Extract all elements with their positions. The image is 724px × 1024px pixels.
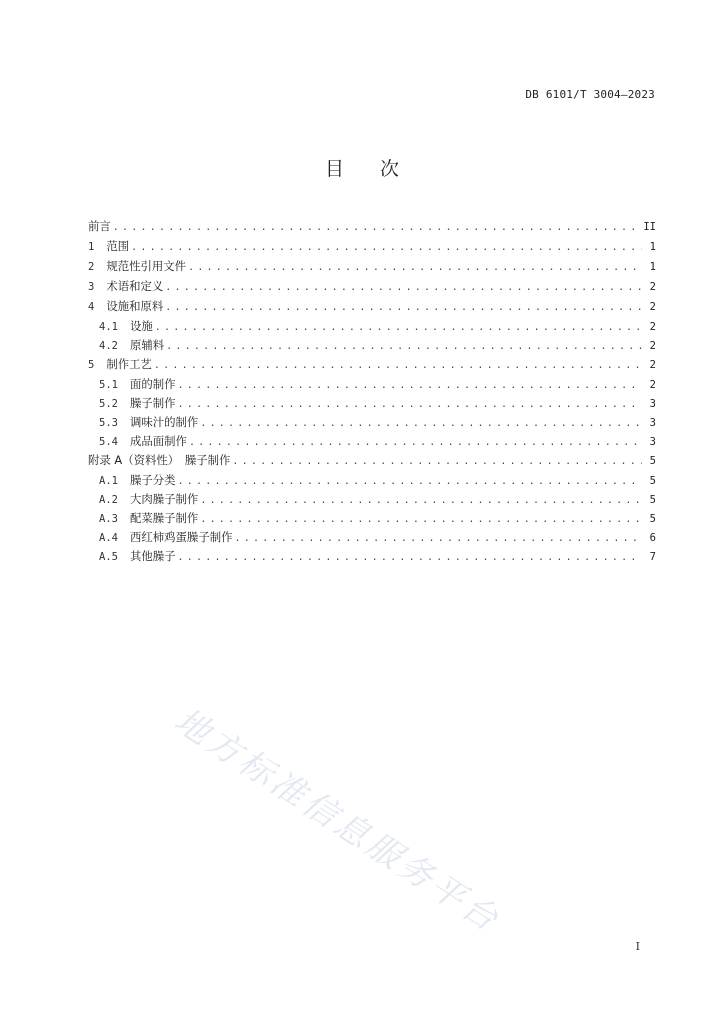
toc-entry[interactable] bbox=[88, 298, 656, 318]
toc-leader-dots bbox=[155, 322, 642, 333]
toc-entry[interactable] bbox=[88, 318, 656, 337]
toc-entry[interactable] bbox=[88, 258, 656, 278]
toc-leader-dots bbox=[200, 495, 642, 506]
document-code: DB 6101/T 3004—2023 bbox=[525, 88, 655, 101]
toc-entry-page: 1 bbox=[649, 261, 656, 273]
toc-entry[interactable] bbox=[88, 472, 656, 491]
toc-entry-number: 2 bbox=[88, 261, 95, 273]
toc-entry-number: A.2 bbox=[99, 494, 118, 506]
toc-entry[interactable] bbox=[88, 452, 656, 472]
toc-entry-page: 2 bbox=[649, 281, 656, 293]
toc-leader-dots bbox=[188, 262, 642, 273]
toc-entry-label: 前言 bbox=[88, 219, 111, 233]
toc-entry-number: A.3 bbox=[99, 513, 118, 525]
toc-leader-dots bbox=[154, 360, 642, 371]
toc-entry[interactable] bbox=[88, 510, 656, 529]
toc-entry-number: 5.2 bbox=[99, 398, 118, 410]
toc-entry-label: 范围 bbox=[106, 239, 130, 253]
toc-entry-number: 3 bbox=[88, 281, 95, 293]
toc-entry[interactable] bbox=[88, 433, 656, 452]
toc-entry-number: 4.2 bbox=[99, 340, 118, 352]
toc-title-left: 目 bbox=[324, 158, 344, 180]
toc-entry-number: 4.1 bbox=[99, 321, 118, 333]
toc-entry-page: 2 bbox=[649, 340, 656, 352]
toc-leader-dots bbox=[166, 341, 642, 352]
toc-entry[interactable] bbox=[88, 376, 656, 395]
table-of-contents bbox=[88, 218, 656, 567]
toc-entry[interactable] bbox=[88, 548, 656, 567]
toc-entry-page: 3 bbox=[649, 417, 656, 429]
toc-entry-page: 5 bbox=[649, 494, 656, 506]
toc-entry-label: 面的制作 bbox=[129, 377, 176, 391]
page-number: I bbox=[635, 940, 640, 953]
toc-entry-page: 5 bbox=[649, 475, 656, 487]
toc-leader-dots bbox=[189, 437, 642, 448]
toc-entry-page: 2 bbox=[649, 301, 656, 313]
toc-entry-number: 5.1 bbox=[99, 379, 118, 391]
toc-entry-label: 臊子制作 bbox=[129, 396, 176, 410]
toc-entry-label: 设施和原料 bbox=[106, 299, 164, 313]
toc-title bbox=[0, 154, 724, 181]
toc-entry[interactable] bbox=[88, 529, 656, 548]
toc-entry-page: 2 bbox=[649, 379, 656, 391]
toc-entry[interactable] bbox=[88, 337, 656, 356]
toc-entry-page: 5 bbox=[649, 513, 656, 525]
toc-entry-page: 2 bbox=[649, 321, 656, 333]
toc-entry[interactable] bbox=[88, 356, 656, 376]
toc-entry-label: 西红柿鸡蛋臊子制作 bbox=[129, 530, 233, 544]
toc-entry-label: 规范性引用文件 bbox=[106, 259, 187, 273]
toc-entry-label: 原辅料 bbox=[129, 338, 165, 352]
toc-leader-dots bbox=[232, 456, 642, 467]
toc-entry-number: 5.3 bbox=[99, 417, 118, 429]
toc-leader-dots bbox=[178, 399, 642, 410]
toc-entry-label: 大肉臊子制作 bbox=[129, 492, 199, 506]
toc-entry-label: 设施 bbox=[129, 319, 153, 333]
toc-entry-label: 其他臊子 bbox=[129, 549, 176, 563]
toc-leader-dots bbox=[178, 552, 642, 563]
toc-leader-dots bbox=[131, 242, 642, 253]
toc-leader-dots bbox=[178, 380, 642, 391]
toc-leader-dots bbox=[200, 514, 642, 525]
toc-leader-dots bbox=[200, 418, 642, 429]
toc-entry-label: 配菜臊子制作 bbox=[129, 511, 199, 525]
toc-leader-dots bbox=[113, 222, 640, 233]
toc-entry-page: 5 bbox=[649, 455, 656, 467]
toc-leader-dots bbox=[235, 533, 643, 544]
toc-entry-number: 5 bbox=[88, 359, 95, 371]
toc-leader-dots bbox=[165, 302, 642, 313]
toc-entry[interactable] bbox=[88, 218, 656, 238]
toc-entry-label: 调味汁的制作 bbox=[129, 415, 199, 429]
toc-entry-label: 制作工艺 bbox=[106, 357, 152, 371]
toc-entry[interactable] bbox=[88, 395, 656, 414]
toc-entry-number: A.1 bbox=[99, 475, 118, 487]
toc-leader-dots bbox=[178, 476, 642, 487]
watermark: 地方标准信息服务平台 bbox=[167, 700, 508, 942]
toc-entry-page: 1 bbox=[649, 241, 656, 253]
toc-title-right: 次 bbox=[380, 158, 400, 180]
toc-entry-number: A.5 bbox=[99, 551, 118, 563]
toc-entry[interactable] bbox=[88, 238, 656, 258]
toc-entry-number: 5.4 bbox=[99, 436, 118, 448]
toc-entry-page: II bbox=[643, 221, 656, 233]
toc-entry-page: 2 bbox=[649, 359, 656, 371]
toc-entry-number: 1 bbox=[88, 241, 95, 253]
toc-entry-page: 3 bbox=[649, 398, 656, 410]
toc-entry-page: 7 bbox=[649, 551, 656, 563]
toc-entry[interactable] bbox=[88, 491, 656, 510]
toc-entry-page: 3 bbox=[649, 436, 656, 448]
toc-leader-dots bbox=[165, 282, 642, 293]
toc-entry-page: 6 bbox=[649, 532, 656, 544]
toc-entry-label: 成品面制作 bbox=[129, 434, 187, 448]
toc-entry[interactable] bbox=[88, 278, 656, 298]
toc-entry-label: 臊子分类 bbox=[129, 473, 176, 487]
toc-entry[interactable] bbox=[88, 414, 656, 433]
toc-entry-label: 附录 A（资料性） 臊子制作 bbox=[88, 453, 231, 467]
toc-entry-number: A.4 bbox=[99, 532, 118, 544]
toc-entry-label: 术语和定义 bbox=[106, 279, 164, 293]
toc-entry-number: 4 bbox=[88, 301, 95, 313]
